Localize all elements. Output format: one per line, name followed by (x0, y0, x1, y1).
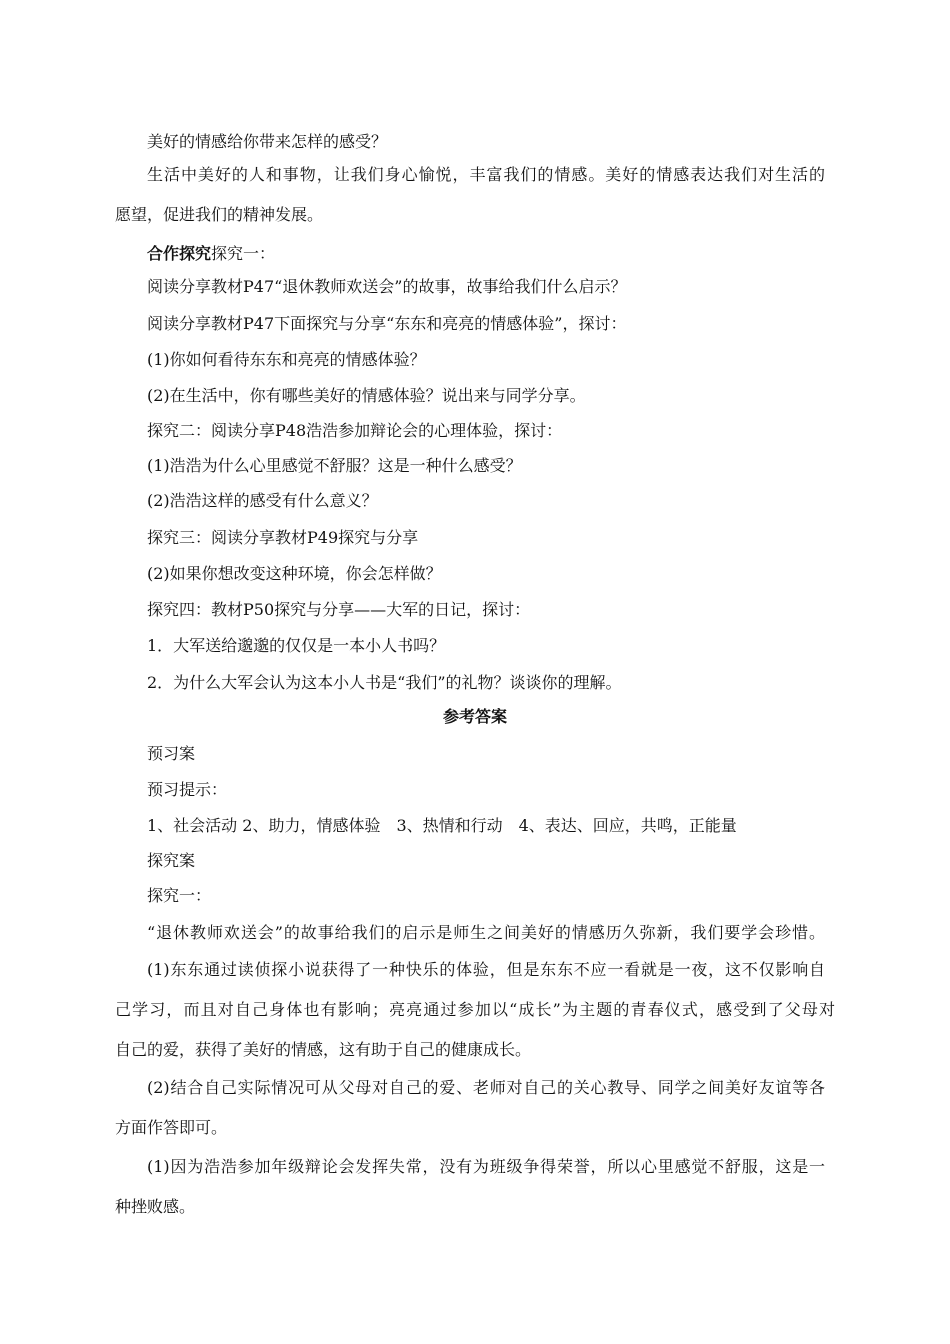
inquiry-line: 1．大军送给邈邈的仅仅是一本小人书吗？ (147, 636, 446, 655)
inquiry-line: (2)在生活中，你有哪些美好的情感体验？说出来与同学分享。 (147, 386, 586, 405)
answer-line: 己学习，而且对自己身体也有影响；亮亮通过参加以“成长”为主题的青春仪式，感受到了父母对 (115, 1000, 835, 1019)
answer-line: 预习案 (147, 744, 196, 763)
answer-key-heading: 参考答案 (442, 707, 507, 726)
answer-line: “退休教师欢送会”的故事给我们的启示是师生之间美好的情感历久弥新，我们要学会珍惜。 (147, 923, 825, 942)
inquiry-line: (1)你如何看待东东和亮亮的情感体验？ (147, 350, 426, 369)
answer-line: 自己的爱，获得了美好的情感，这有助于自己的健康成长。 (115, 1040, 532, 1059)
inquiry-line: 探究二：阅读分享P48浩浩参加辩论会的心理体验，探讨： (147, 421, 563, 440)
answer-line: (1)因为浩浩参加年级辩论会发挥失常，没有为班级争得荣誉，所以心里感觉不舒服，这是一 (147, 1157, 825, 1176)
answer-line: 种挫败感。 (115, 1197, 196, 1216)
inquiry-line: (2)如果你想改变这种环境，你会怎样做？ (147, 564, 442, 583)
heading-bold: 合作探究 (147, 244, 212, 263)
answer-line: 预习提示： (147, 780, 228, 799)
section-heading-cooperative-inquiry (147, 244, 275, 264)
answer-line: 探究一： (147, 886, 212, 905)
answer-line: (2)结合自己实际情况可从父母对自己的爱、老师对自己的关心教导、同学之间美好友谊等各 (147, 1078, 825, 1097)
inquiry-line: (1)浩浩为什么心里感觉不舒服？这是一种什么感受？ (147, 456, 522, 475)
answer-line: 方面作答即可。 (115, 1118, 228, 1137)
inquiry-line: (2)浩浩这样的感受有什么意义？ (147, 491, 378, 510)
inquiry-line: 2．为什么大军会认为这本小人书是“我们”的礼物？谈谈你的理解。 (147, 673, 622, 692)
paragraph-line: 生活中美好的人和事物，让我们身心愉悦，丰富我们的情感。美好的情感表达我们对生活的 (147, 165, 825, 184)
answer-line: (1)东东通过读侦探小说获得了一种快乐的体验，但是东东不应一看就是一夜，这不仅影响自 (147, 960, 825, 979)
answer-line: 1、社会活动 2、助力，情感体验 3、热情和行动 4、表达、回应，共鸣，正能量 (147, 816, 737, 835)
inquiry-line: 探究四：教材P50探究与分享——大军的日记，探讨： (147, 600, 531, 619)
inquiry-line: 探究三：阅读分享教材P49探究与分享 (147, 528, 419, 547)
heading-suffix: 探究一： (211, 244, 276, 263)
question-feelings: 美好的情感给你带来怎样的感受？ (147, 132, 388, 151)
inquiry-line: 阅读分享教材P47下面探究与分享“东东和亮亮的情感体验”，探讨： (147, 314, 627, 333)
answer-line: 探究案 (147, 851, 196, 870)
paragraph-line: 愿望，促进我们的精神发展。 (115, 205, 324, 224)
inquiry-line: 阅读分享教材P47“退休教师欢送会”的故事，故事给我们什么启示？ (147, 277, 627, 296)
